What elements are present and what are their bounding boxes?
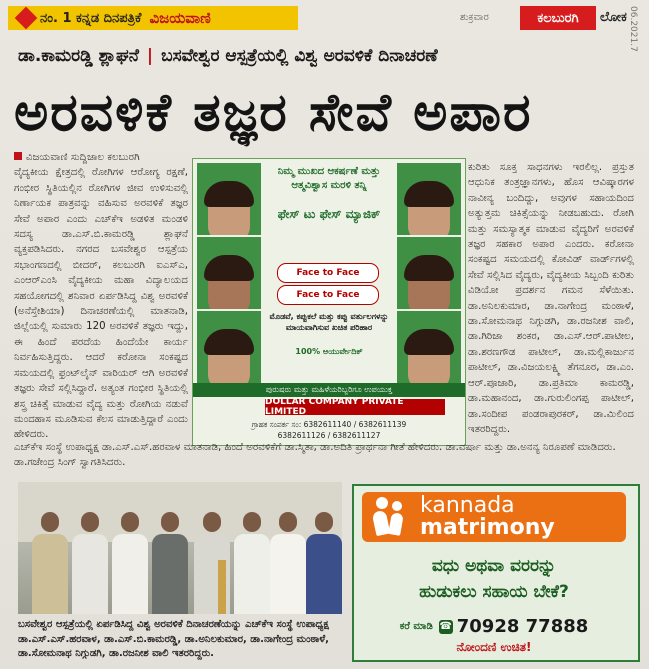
matrimony-phone-row (362, 616, 626, 637)
photo-person (112, 512, 148, 614)
ad-banner-bar: ಪುರುಷರು ಮತ್ತು ಮಹಿಳೆಯರಿಬ್ಬರಿಗೂ ಉಪಯುಕ್ತ (193, 383, 465, 397)
couple-icon (372, 497, 408, 537)
photo-person (234, 512, 270, 614)
ad-contact (197, 419, 461, 441)
article-bottom-text (14, 440, 634, 470)
ad-contact-line: ಗ್ರಾಹಕ ಸಂಪರ್ಕ ಸಂ: 6382611140 / 6382611139 (251, 420, 407, 429)
kicker-separator: | (146, 46, 154, 66)
masthead-banner (8, 6, 298, 30)
article-bottom-left: ಎಚ್‌ಕೆಇ ಸಂಸ್ಥೆ ಉಪಾಧ್ಯಕ್ಷ ಡಾ.ಎಸ್.ಎಸ್.ಹರವಾಳ ಮಾತನಾಡಿ, ಹಿಂದೆ ಅರವಳಿಕೆಗೆ (14, 442, 282, 453)
article-bottom-mid: ಡಾ.ಸ್ಮಿತಾ, ಡಾ.ಅದಿತಿ ಪ್ರಾರ್ಥನಾ ಗೀತೆ ಹೇಳಿದರು. ಡಾ.ವರ್ಷಾ ಮತ್ತು ಡಾ.ಅನನ್ಯ ನಿರೂಪಣೆ ಮಾಡಿದರು. (284, 442, 616, 453)
matrimony-logo (362, 492, 626, 542)
ad-portrait (197, 163, 261, 235)
matrimony-brand-prefix: kannada (420, 493, 515, 518)
kicker-right: ಬಸವೇಶ್ವರ ಆಸ್ಪತ್ರೆಯಲ್ಲಿ ವಿಶ್ವ ಅರವಳಿಕೆ ದಿನಾಚರಣೆ (161, 46, 438, 66)
ad-portrait (397, 311, 461, 383)
photo-person (270, 512, 306, 614)
ad-product-tube: Face to Face (277, 285, 379, 305)
ad-title: ಫೇಸ್ ಟು ಫೇಸ್ ಮ್ಯಾಜಿಕ್ (277, 207, 381, 221)
ad-portrait (397, 237, 461, 309)
photo-person (32, 512, 68, 614)
dateline-marker (14, 152, 22, 160)
matrimony-brand-bold: matrimony (420, 515, 555, 540)
matrimony-line-1: ವಧು ಅಥವಾ ವರರನ್ನು (431, 556, 557, 576)
matrimony-brand (420, 495, 555, 539)
bullet-icon (15, 7, 38, 30)
article-body-left: ವೈದ್ಯಕೀಯ ಕ್ಷೇತ್ರದಲ್ಲಿ ರೋಗಿಗಳ ಆರೋಗ್ಯ ರಕ್ಷಣೆ, ಗಂಭೀರ ಸ್ಥಿತಿಯಲ್ಲಿನ ರೋಗಿಗಳ ಜೀವ ಉಳಿಸುವಲ್ಲಿ ನಿರ್ಣಾಯಕ ಪಾತ್ರವನ್ನು ವಹಿಸುವ ಅರವಳಿಕೆ ತಜ್ಞರ ಸೇವೆ ಅಪಾರ ಎಂದು ಎಚ್‌ಕೆಇ ಅಡಳಿತ ಮಂಡಳಿ ಸದಸ್ಯ ಡಾ.ಎಸ್.ಬಿ.ಕಾಮರಡ್ಡಿ ಶ್ಲಾಘನೆ ವ್ಯಕ್ತಪಡಿಸಿದರು. ನಗರದ ಬಸವೇಶ್ವರ ಆಸ್ಪತ್ರೆಯ ಸಭಾಂಗಣದಲ್ಲಿ ಬೀದರ್, ಕಲಬುರಗಿ ಐಎಸ್‌ಎ, ಎಂಆರ್‌ಎಂಸಿ ವೈದ್ಯಕೀಯ ಮಹಾ ವಿದ್ಯಾಲಯದ ಸಹಯೋಗದಲ್ಲಿ ಶನಿವಾರ ಏರ್ಪಡಿಸಿದ್ದ ವಿಶ್ವ ಅರವಳಿಕೆ (ಅನೆಸ್ತೇಶಿಯಾ) ದಿನಾಚರಣೆಯಲ್ಲಿ ಮಾತನಾಡಿ, ಜಿಲ್ಲೆಯಲ್ಲಿ ಸುಮಾರು 120 ಅರವಳಿಕೆ ತಜ್ಞರು ಇದ್ದು, ಈ ಹಿಂದೆ ಪರದೆಯ ಹಿಂದೆಯೇ ಕಾರ್ಯ ನಿರ್ವಹಿಸುತ್ತಿದ್ದರು. ಆದರೆ ಕರೋನಾ ಸಂಕಷ್ಟದ ಸಮಯದಲ್ಲಿ ಫ್ರಂಟ್‌ಲೈನ್ ವಾರಿಯರ್ ಆಗಿ ಅರವಳಿಕೆ ತಜ್ಞರು ಸೇವೆ ಸಲ್ಲಿಸಿದ್ದಾರೆ. ಅತ್ಯಂತ ಗಂಭೀರ ಸ್ಥಿತಿಯಲ್ಲಿ ಶಸ್ತ್ರ ಚಿಕಿತ್ಸೆ ಮಾಡುವ ವೈದ್ಯ ಮತ್ತು ರೋಗಿಯ ನಡುವೆ ಮಂದಹಾಸ ಮೂಡಿಸುವ ಕೆಲಸ ಮಾಡುತ್ತಿದ್ದಾರೆ ಎಂದು ಹೇಳಿದರು. (14, 167, 188, 441)
article-dateline: ವಿಜಯವಾಣಿ ಸುದ್ದಿಜಾಲ ಕಲಬುರಗಿ (26, 152, 140, 163)
kicker-left: ಡಾ.ಕಾಮರಡ್ಡಿ ಶ್ಲಾಘನೆ (18, 46, 139, 66)
ad-contact-line: 6382611126 / 6382611127 (277, 431, 381, 440)
article-column-right: ಕುರಿತು ಸೂಕ್ತ ಸಾಧನಗಳು ಇರಲಿಲ್ಲ. ಪ್ರಸ್ತುತ ಆಧುನಿಕ ತಂತ್ರಜ್ಞಾನಗಳು, ಹೊಸ ಆವಿಷ್ಕಾರಗಳ ನಾವೀನ್ಯ ಬಂದಿದ್ದು, ಅವುಗಳ ಸಹಾಯದಿಂದ ಅತ್ಯುತ್ತಮ ಚಿಕಿತ್ಸೆಯನ್ನು ನೀಡಬಹುದು. ರೋಗಿ ಮತ್ತು ಸಮಸ್ಯಾತ್ಮಕ ಮಾಡುವ ವೈದ್ಯರಿಗೆ ಅರವಳಿಕೆ ತಜ್ಞರ ಸಹಕಾರ ಅಪಾರ ಎಂದರು. ಕರೋನಾ ಸಂಕಷ್ಟದ ಸಮಯದಲ್ಲಿ ಕೋವಿಡ್ ವಾರ್ಡ್‌ಗಳಲ್ಲಿ ಸೇವೆ ಸಲ್ಲಿಸಿದ ವೈದ್ಯರು, ವೈದ್ಯಕೀಯ ಸಿಬ್ಬಂದಿ ಕುರಿತು ವಿಡಿಯೋ ಪ್ರದರ್ಶನ ಗಮನ ಸೆಳೆಯಿತು. ಡಾ.ಅನಿಲಕುಮಾರ, ಡಾ.ನಾಗೇಂದ್ರ ಮಂಠಾಳೆ, ಡಾ.ಸೋಮನಾಥ ನಿಗ್ಗುಡಗಿ, ಡಾ.ರಜನೀಶ ವಾಲಿ, ಡಾ.ಗಿರಿಜಾ ಶಂಕರ, ಡಾ.ಎಸ್.ಆರ್.ಪಾಟೀಲ, ಡಾ.ಶರಣಗೌಡ ಪಾಟೀಲ್, ಡಾ.ಮಲ್ಲಿಕಾರ್ಜುನ ಪಾಟೀಲ್, ಡಾ.ವಿಜಯಲಕ್ಷ್ಮಿ ತೆಗನೂರ, ಡಾ.ಎಂ. ಆರ್.ಪೂಜಾರಿ, ಡಾ.ಪ್ರತಿಮಾ ಕಾಮರಡ್ಡಿ, ಡಾ.ಮಹಾನಂದ, ಡಾ.ಗುರುಲಿಂಗಪ್ಪ ಪಾಟೀಲ್, ಡಾ.ಸಂದೀಪ ಪಂಡರಾಪುರಕರ್, ಡಾ.ಮಿಲಿಂದ ಇತರರಿದ್ದರು. (468, 162, 634, 435)
photo-person (152, 512, 188, 614)
masthead-city: ಕಲಬುರಗಿ (520, 6, 596, 30)
call-label: ಕರೆ ಮಾಡಿ (399, 621, 433, 632)
date-stamp: 06.2021.7 (628, 6, 638, 52)
matrimony-cta: ನೋಂದಣಿ ಉಚಿತ! (456, 640, 532, 654)
ad-company-name: DOLLAR COMPANY PRIVATE LIMITED (265, 399, 445, 415)
matrimony-phone[interactable]: 70928 77888 (456, 616, 589, 637)
masthead-brand: ವಿಜಯವಾಣಿ (149, 9, 211, 27)
article-kicker (18, 40, 628, 72)
kannada-matrimony-ad[interactable] (352, 484, 640, 662)
photo-person (72, 512, 108, 614)
masthead (0, 0, 649, 52)
matrimony-line-2: ಹುಡುಕಲು ಸಹಾಯ ಬೇಕೆ? (419, 582, 569, 602)
article-bottom-right: ಡಾ.ಗಜೇಂದ್ರ ಸಿಂಗ್ ಸ್ವಾಗತಿಸಿದರು. (14, 457, 126, 468)
ad-slogan: ನಿಮ್ಮ ಮುಖದ ಆಕರ್ಷಣೆ ಮತ್ತು ಆತ್ಮವಿಶ್ವಾಸ ಮರಳಿ ತನ್ನಿ (277, 166, 381, 191)
ad-benefits: ಮೊಡವೆ, ಕಪ್ಪುಕಲೆ ಮತ್ತು ಕಪ್ಪು ವರ್ತುಲಗಳನ್ನು ಮಾಯವಾಗಿಸುವ ಖಚಿತ ಪರಿಹಾರ (269, 312, 389, 332)
masthead-tagline: ನಂ. 1 ಕನ್ನಡ ದಿನಪತ್ರಿಕೆ (40, 10, 142, 26)
ad-ayurvedic-badge: 100% ಆಯುರ್ವೇದಿಕ್ (295, 347, 363, 356)
ad-portrait (197, 311, 261, 383)
phone-icon: ☎ (439, 621, 452, 632)
ad-product-tube: Face to Face (277, 263, 379, 283)
ad-portrait (197, 237, 261, 309)
photo-caption: ಬಸವೇಶ್ವರ ಆಸ್ಪತ್ರೆಯಲ್ಲಿ ಏರ್ಪಡಿಸಿದ್ದ ವಿಶ್ವ ಅರವಳಿಕೆ ದಿನಾಚರಣೆಯನ್ನು ಎಚ್‌ಕೆಇ ಸಂಸ್ಥೆ ಉಪಾಧ್ಯಕ್ಷ ಡಾ.ಎಸ್.ಎಸ್.ಹರವಾಳ, ಡಾ.ಎಸ್.ಬಿ.ಕಾಮರಡ್ಡಿ, ಡಾ.ಅನಿಲಕುಮಾರ, ಡಾ.ನಾಗೇಂದ್ರ ಮಂಠಾಳೆ, ಡಾ.ಸೋಮನಾಥ ನಿಗ್ಗುಡಗಿ, ಡಾ.ರಜನೀಶ ವಾಲಿ ಇತರರಿದ್ದರು. (18, 619, 329, 659)
lamp-icon (218, 560, 226, 614)
masthead-date: ಶುಕ್ರವಾರ (460, 12, 489, 23)
face-to-face-ad[interactable] (192, 158, 466, 446)
ad-portrait (397, 163, 461, 235)
article-headline: ಅರವಳಿಕೆ ತಜ್ಞರ ಸೇವೆ ಅಪಾರ (14, 83, 533, 143)
event-photo (18, 482, 342, 614)
article-column-left (14, 150, 188, 450)
masthead-page-label: ಲೋಕ (600, 10, 627, 25)
photo-person (306, 512, 342, 614)
